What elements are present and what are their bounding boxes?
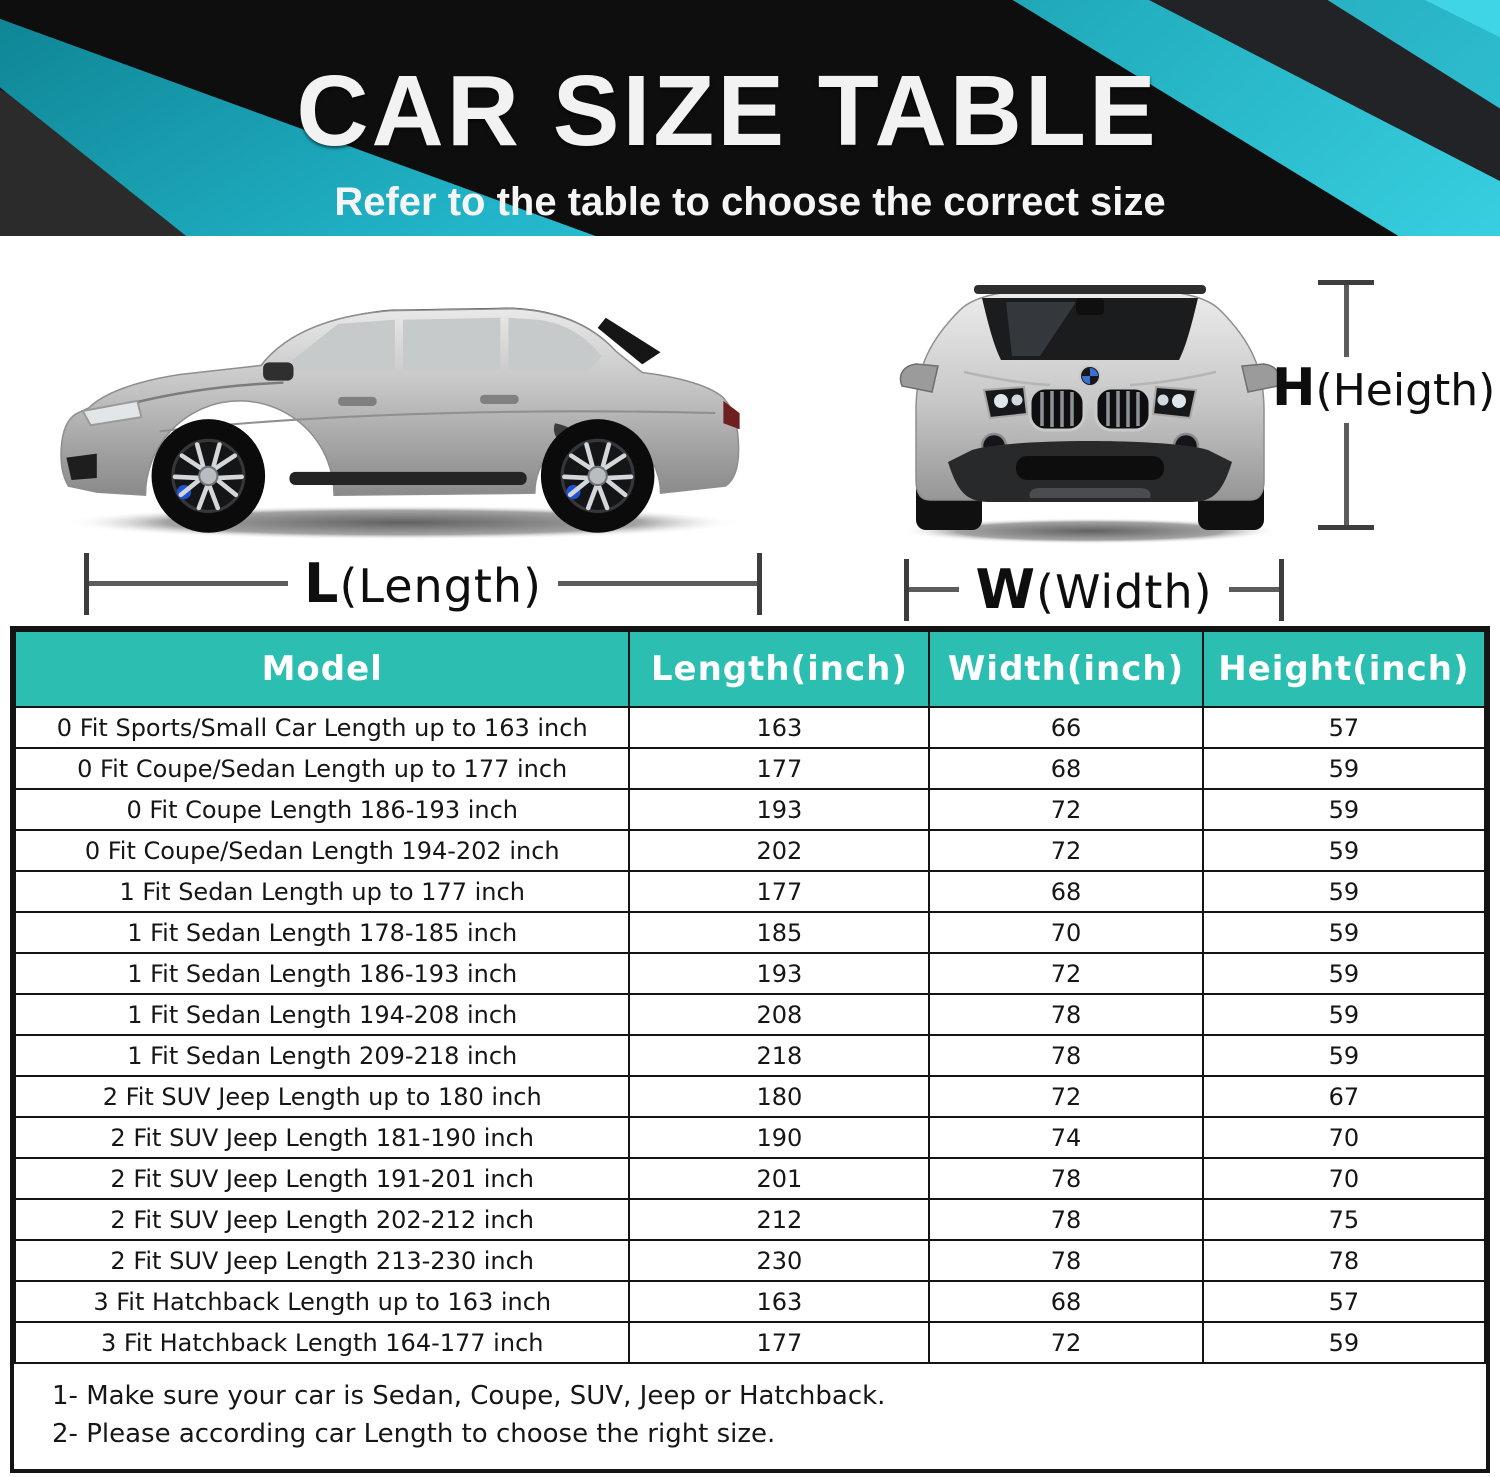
length-cell: 230 (629, 1240, 929, 1281)
table-row (15, 830, 1485, 871)
length-label-word: (Length) (339, 559, 542, 613)
model-cell: 2 Fit SUV Jeep Length 202-212 inch (15, 1199, 629, 1240)
length-cell: 201 (629, 1158, 929, 1199)
height-cell: 59 (1203, 912, 1485, 953)
model-cell: 3 Fit Hatchback Length up to 163 inch (15, 1281, 629, 1322)
table-row (15, 789, 1485, 830)
height-cell: 59 (1203, 1322, 1485, 1363)
width-cell: 78 (929, 1199, 1202, 1240)
model-cell: 0 Fit Coupe/Sedan Length up to 177 inch (15, 748, 629, 789)
car-size-table (14, 630, 1486, 1364)
length-cell: 185 (629, 912, 929, 953)
model-cell: 0 Fit Sports/Small Car Length up to 163 inch (15, 707, 629, 748)
dimension-tick (1279, 559, 1284, 621)
height-label (1272, 358, 1495, 418)
length-cell: 177 (629, 1322, 929, 1363)
model-cell: 2 Fit SUV Jeep Length up to 180 inch (15, 1076, 629, 1117)
width-cell: 78 (929, 1035, 1202, 1076)
height-label-word: (Heigth) (1315, 365, 1496, 416)
table-row (15, 1322, 1485, 1363)
height-cell: 59 (1203, 748, 1485, 789)
width-cell: 72 (929, 1076, 1202, 1117)
length-cell: 193 (629, 953, 929, 994)
height-cell: 57 (1203, 1281, 1485, 1322)
model-cell: 1 Fit Sedan Length 178-185 inch (15, 912, 629, 953)
table-row (15, 1158, 1485, 1199)
column-header-height: Height(inch) (1203, 631, 1485, 707)
width-cell: 72 (929, 953, 1202, 994)
model-cell: 1 Fit Sedan Length 186-193 inch (15, 953, 629, 994)
width-label-letter: W (975, 558, 1037, 621)
length-cell: 208 (629, 994, 929, 1035)
table-row (15, 1076, 1485, 1117)
length-cell: 177 (629, 871, 929, 912)
height-cell: 57 (1203, 707, 1485, 748)
length-cell: 193 (629, 789, 929, 830)
width-cell: 72 (929, 1322, 1202, 1363)
banner (0, 0, 1500, 236)
car-side-view-image (38, 258, 768, 558)
table-header-row (15, 631, 1485, 707)
length-cell: 177 (629, 748, 929, 789)
width-cell: 72 (929, 789, 1202, 830)
table-row (15, 1199, 1485, 1240)
width-cell: 68 (929, 1281, 1202, 1322)
width-cell: 66 (929, 707, 1202, 748)
model-cell: 1 Fit Sedan Length up to 177 inch (15, 871, 629, 912)
height-cell: 59 (1203, 953, 1485, 994)
table-row (15, 707, 1485, 748)
dimension-line (558, 581, 757, 586)
width-label-word: (Width) (1036, 565, 1213, 619)
table-row (15, 953, 1485, 994)
height-cell: 70 (1203, 1117, 1485, 1158)
table-row (15, 994, 1485, 1035)
dimension-line (909, 587, 959, 592)
dimension-line (1344, 423, 1349, 525)
height-cell: 78 (1203, 1240, 1485, 1281)
length-cell: 212 (629, 1199, 929, 1240)
length-cell: 190 (629, 1117, 929, 1158)
table-row (15, 912, 1485, 953)
width-cell: 78 (929, 1158, 1202, 1199)
length-cell: 163 (629, 1281, 929, 1322)
width-cell: 78 (929, 994, 1202, 1035)
length-label-letter: L (304, 552, 340, 615)
height-cell: 59 (1203, 994, 1485, 1035)
dimension-tick (1318, 525, 1374, 530)
width-cell: 70 (929, 912, 1202, 953)
car-diagrams (0, 236, 1500, 626)
length-cell: 180 (629, 1076, 929, 1117)
page-title: CAR SIZE TABLE (296, 55, 1159, 167)
model-cell: 2 Fit SUV Jeep Length 181-190 inch (15, 1117, 629, 1158)
notes-section (14, 1364, 1486, 1469)
model-cell: 2 Fit SUV Jeep Length 191-201 inch (15, 1158, 629, 1199)
table-body (15, 707, 1485, 1363)
height-cell: 59 (1203, 830, 1485, 871)
page-subtitle: Refer to the table to choose the correct size (334, 180, 1166, 224)
width-cell: 72 (929, 830, 1202, 871)
column-header-width: Width(inch) (929, 631, 1202, 707)
width-cell: 68 (929, 871, 1202, 912)
table-row (15, 1035, 1485, 1076)
length-cell: 163 (629, 707, 929, 748)
length-label (288, 552, 558, 615)
model-cell: 0 Fit Coupe Length 186-193 inch (15, 789, 629, 830)
note-1: 1- Make sure your car is Sedan, Coupe, SUV, Jeep or Hatchback. (52, 1381, 886, 1411)
model-cell: 1 Fit Sedan Length 194-208 inch (15, 994, 629, 1035)
height-label-letter: H (1272, 358, 1316, 418)
table-row (15, 748, 1485, 789)
height-cell: 59 (1203, 789, 1485, 830)
height-cell: 67 (1203, 1076, 1485, 1117)
column-header-model: Model (15, 631, 629, 707)
table-row (15, 1281, 1485, 1322)
table-row (15, 1117, 1485, 1158)
model-cell: 0 Fit Coupe/Sedan Length 194-202 inch (15, 830, 629, 871)
note-2: 2- Please according car Length to choose the right size. (52, 1419, 776, 1449)
table-row (15, 871, 1485, 912)
height-cell: 59 (1203, 871, 1485, 912)
width-cell: 68 (929, 748, 1202, 789)
size-table-container (10, 626, 1490, 1473)
dimension-line (1344, 285, 1349, 357)
model-cell: 3 Fit Hatchback Length 164-177 inch (15, 1322, 629, 1363)
model-cell: 1 Fit Sedan Length 209-218 inch (15, 1035, 629, 1076)
length-dimension-line (84, 552, 762, 615)
height-cell: 75 (1203, 1199, 1485, 1240)
dimension-tick (757, 553, 762, 615)
dimension-line (89, 581, 288, 586)
car-front-view-image (890, 248, 1290, 548)
height-cell: 59 (1203, 1035, 1485, 1076)
length-cell: 218 (629, 1035, 929, 1076)
width-label (959, 558, 1228, 621)
height-cell: 70 (1203, 1158, 1485, 1199)
table-row (15, 1240, 1485, 1281)
width-cell: 78 (929, 1240, 1202, 1281)
dimension-line (1229, 587, 1279, 592)
model-cell: 2 Fit SUV Jeep Length 213-230 inch (15, 1240, 629, 1281)
width-cell: 74 (929, 1117, 1202, 1158)
width-dimension-line (904, 558, 1284, 621)
length-cell: 202 (629, 830, 929, 871)
column-header-length: Length(inch) (629, 631, 929, 707)
